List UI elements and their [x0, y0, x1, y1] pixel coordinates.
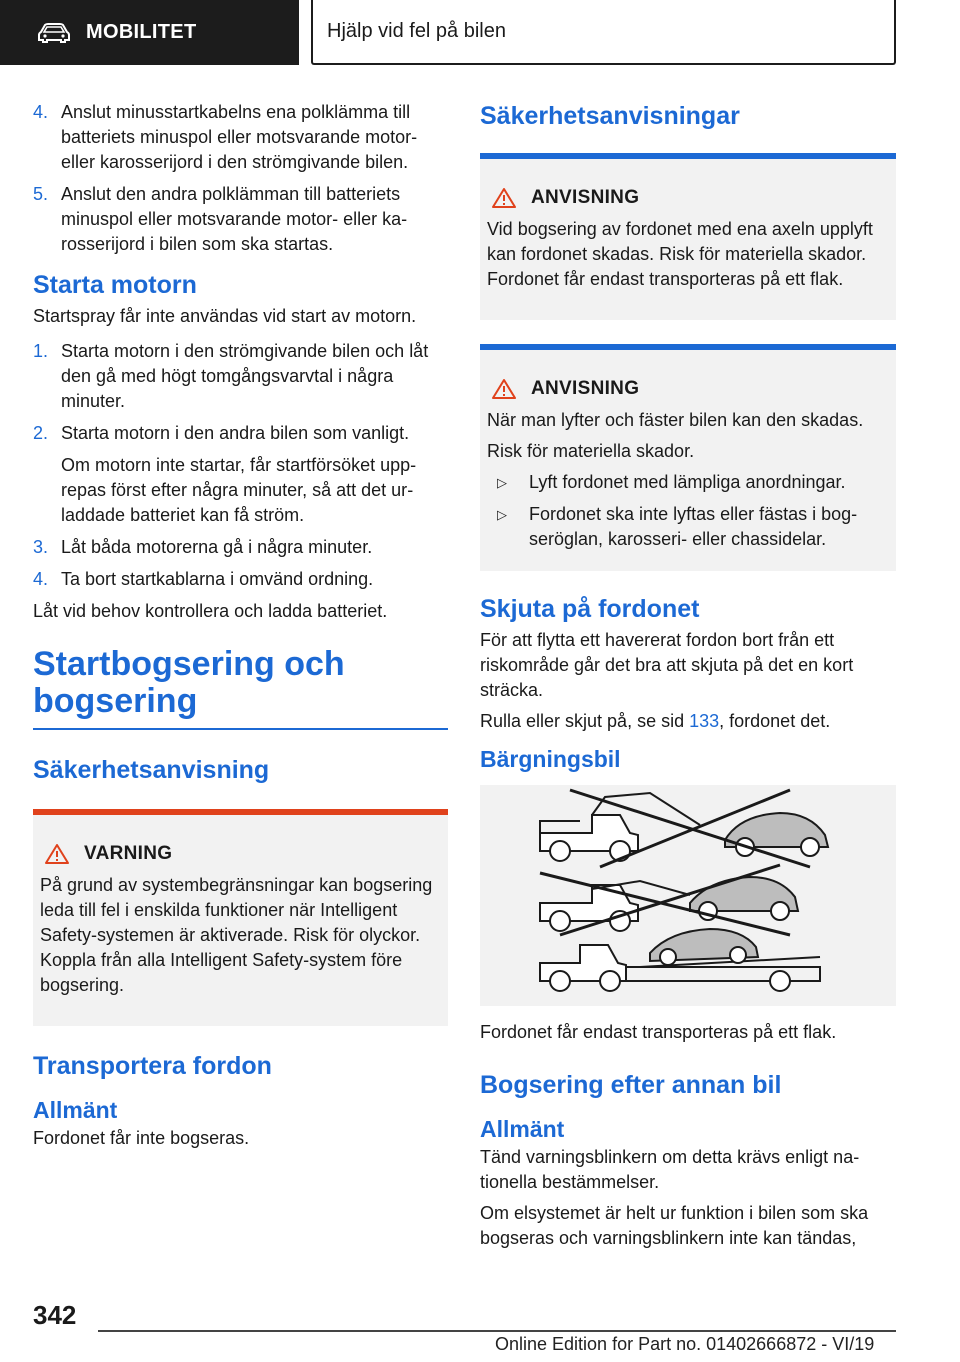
car-icon: [38, 23, 70, 43]
heading-safety: Säkerhetsanvisning: [33, 756, 270, 784]
heading-safety-instructions: Säkerhetsanvisningar: [480, 102, 740, 130]
page-number: 342: [33, 1300, 77, 1330]
footer-edition: Online Edition for Part no. 01402666872 - VI/19: [495, 1334, 875, 1354]
footer-divider: [98, 1330, 896, 1332]
page-link[interactable]: 133: [689, 711, 720, 731]
notice-text: Vid bogsering av fordonet med ena axeln upplyft kan fordonet skadas. Risk för materiella skador. Fordonet får endast transporteras på ett flak.: [487, 219, 873, 289]
step-text: Låt båda motorerna gå i några minuter.: [61, 537, 373, 557]
closing-text: Låt vid behov kontrollera och ladda batteriet.: [33, 601, 388, 621]
list-item: [33, 182, 448, 257]
bullet-text: Fordonet ska inte lyftas eller fästas i bogseröglan, karosseri- eller chassidelar.: [529, 504, 858, 549]
list-item: [33, 100, 448, 175]
heading-push-vehicle: Skjuta på fordonet: [480, 595, 700, 623]
page-title: Startbogsering och bogsering: [33, 645, 345, 720]
list-item: [33, 421, 448, 446]
step-text: Ta bort startkablarna i omvänd ordning.: [61, 569, 374, 589]
warning-icon: [44, 843, 70, 865]
heading-towing: Bogsering efter annan bil: [480, 1071, 782, 1099]
heading-start-engine: Starta motorn: [33, 271, 197, 299]
ref-prefix: Rulla eller skjut på, se sid: [480, 711, 690, 731]
triangle-bullet-icon: ▷: [497, 475, 507, 490]
tow-truck-caption: Fordonet får endast transporteras på ett flak.: [480, 1022, 837, 1042]
step-text: Starta motorn i den andra bilen som vanligt.: [61, 423, 410, 443]
notice-box: [480, 344, 896, 571]
warning-icon: [491, 187, 517, 209]
notice-header: [491, 378, 888, 400]
warning-header: [44, 843, 440, 865]
towing-methods-image: [480, 785, 896, 1006]
chapter-tab[interactable]: [0, 0, 299, 65]
list-item: [487, 502, 888, 552]
section-tab[interactable]: [311, 0, 896, 65]
tow-truck-illustration: [480, 785, 896, 1006]
warning-icon: [491, 378, 517, 400]
notice-header: [491, 187, 888, 209]
left-column: [33, 100, 448, 1157]
general-text: Fordonet får inte bogseras.: [33, 1128, 250, 1148]
list-item: [33, 535, 448, 560]
heading-general: Allmänt: [33, 1097, 118, 1123]
list-item: [33, 339, 448, 414]
triangle-bullet-icon: ▷: [497, 507, 507, 522]
step-text: Anslut minusstartkabelns ena polklämma till batteriets minuspol eller motsvarande motor- eller karosserijord i den strömgivande bilen.: [61, 102, 418, 172]
step-text: Starta motorn i den strömgivande bilen och låt den gå med högt tomgångsvarvtal i några minuter.: [61, 341, 429, 411]
step-number: 3.: [33, 537, 49, 557]
warning-label: VARNING: [84, 843, 173, 864]
notice-label: ANVISNING: [531, 378, 640, 399]
step-number: 5.: [33, 184, 49, 204]
push-reference: [480, 709, 896, 734]
bullet-text: Lyft fordonet med lämpliga anordningar.: [529, 472, 846, 492]
list-item: [487, 470, 888, 495]
step-number: 4.: [33, 102, 49, 122]
list-item: [33, 567, 448, 592]
step-number: 4.: [33, 569, 49, 589]
heading-tow-truck: Bärgningsbil: [480, 746, 621, 772]
notice-text: Risk för materiella skador.: [487, 441, 695, 461]
notice-text: När man lyfter och fäster bilen kan den skadas.: [487, 410, 864, 430]
step-number: 1.: [33, 341, 49, 361]
section-title: Hjälp vid fel på bilen: [327, 20, 506, 42]
heading-tow-general: Allmänt: [480, 1116, 565, 1142]
warning-box: [33, 809, 448, 1026]
push-text: För att flytta ett havererat fordon bort från ett riskområde går det bra att skjuta på det en kort sträcka.: [480, 630, 854, 700]
chapter-title: MOBILITET: [86, 21, 197, 43]
step-text: Anslut den andra polklämman till batteriets minuspol eller motsvarande motor- eller karosserijord i bilen som ska startas.: [61, 184, 408, 254]
warning-text: På grund av systembegränsningar kan bogsering leda till fel i enskilda funktioner när Intelligent Safety-systemen är aktiverade. Risk för olyckor. Koppla från alla Intelligent Safety-system före bogsering.: [40, 875, 433, 995]
right-column: [480, 100, 896, 1257]
title-divider: [33, 728, 448, 730]
notice-label: ANVISNING: [531, 187, 640, 208]
tow-text-2: Om elsystemet är helt ur funktion i bilen som ska bogseras och varningsblinkern inte kan tändas,: [480, 1203, 869, 1248]
start-intro: Startspray får inte användas vid start av motorn.: [33, 306, 417, 326]
ref-suffix: , fordonet det.: [719, 711, 831, 731]
notice-box: [480, 153, 896, 320]
step-note: Om motorn inte startar, får startförsöket upprepas först efter några minuter, så att det urladdade batteriet kan få ström.: [61, 455, 417, 525]
tow-text-1: Tänd varningsblinkern om detta krävs enligt nationella bestämmelser.: [480, 1147, 860, 1192]
heading-transport: Transportera fordon: [33, 1052, 272, 1080]
step-number: 2.: [33, 423, 49, 443]
